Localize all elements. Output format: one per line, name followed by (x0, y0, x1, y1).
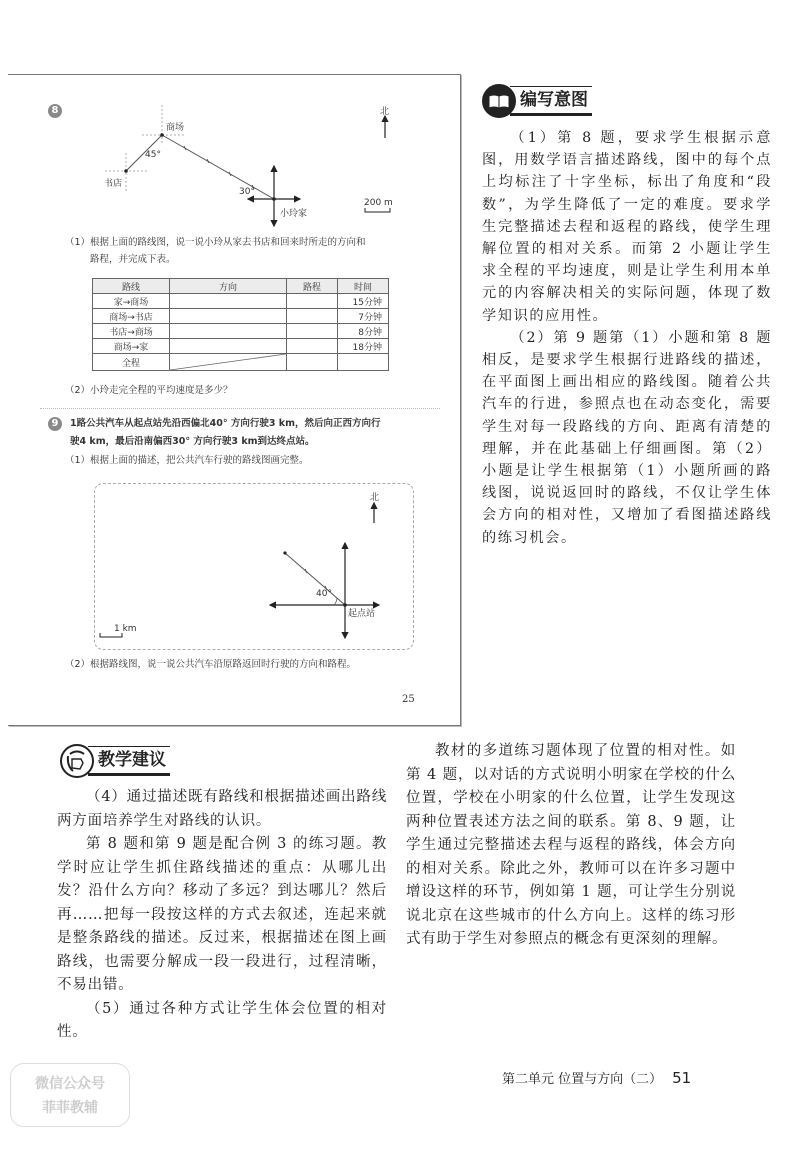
page-footer (502, 1068, 691, 1087)
direction-cell[interactable] (170, 294, 287, 309)
footer-page-number: 51 (672, 1069, 692, 1087)
q9-text-line2: 驶4 km，最后沿南偏西30° 方向行驶3 km到达终点站。 (70, 436, 315, 447)
q9-scale-label: 1 km (114, 624, 137, 634)
table-row (93, 294, 389, 309)
q8-point-bookstore: 书店 (104, 179, 123, 189)
distance-cell[interactable] (287, 339, 338, 354)
header-route: 路线 (93, 279, 170, 294)
q9-start-station: 起点站 (348, 609, 376, 619)
q9-sub1: （1）根据上面的描述，把公共汽车行驶的路线图画完整。 (65, 455, 309, 466)
footer-unit-title: 第二单元 位置与方向（二） (502, 1072, 663, 1087)
intent-heading (482, 84, 592, 118)
header-direction: 方向 (170, 279, 287, 294)
time-cell: 18分钟 (338, 339, 389, 354)
q8-sub1-line1: （1）根据上面的路线图，说一说小玲从家去书店和回来时所走的方向和 (65, 237, 366, 248)
direction-cell-crossed (170, 354, 287, 371)
table-row (93, 339, 389, 354)
time-cell: 7分钟 (338, 309, 389, 324)
teaching-paragraph-5: （5）通过各种方式让学生体会位置的相对性。 (57, 1000, 387, 1040)
question-9-number: 9 (48, 417, 62, 431)
q8-angle-30: 30° (239, 187, 255, 197)
teaching-right-paragraph: 教材的多道练习题体现了位置的相对性。如第 4 题，以对话的方式说明小明家在学校的什么位置，学校在小明家的什么位置，让学生发现这两种位置表述方法之间的联系。第 8、9 题，让学生通过完整描述去程与返程的路线，体会方向的相对关系。除此之外，教师可以在许多习题中增设这样的环节，例如第 1 题，可让学生分别说说北京在这些城市的什么方向上。这样的练习形式有助于学生对参照点的概念有更深刻的理解。 (406, 743, 736, 947)
q8-north-label: 北 (380, 107, 390, 117)
table-row (93, 309, 389, 324)
teaching-left-body (57, 786, 387, 1045)
q9-angle-40: 40° (316, 589, 332, 599)
intent-paragraph-2: （2）第 9 题第（1）小题和第 8 题相反，是要求学生根据行进路线的描述，在平面图上画出相应的路线图。随着公共汽车的行进，参照点也在动态变化，需要学生对每一段路线的方向、距离有清楚的理解，并在此基础上仔细画图。第（2）小题是让学生根据第（1）小题所画的路线图，说说返回时的路线，不仅让学生体会方向的相对性，又增加了看图描述路线的练习机会。 (482, 329, 772, 546)
q9-text-line1: 1路公共汽车从起点站先沿西偏北40° 方向行驶3 km，然后向正西方向行 (70, 418, 381, 429)
teaching-right-body (406, 740, 736, 952)
distance-cell[interactable] (287, 309, 338, 324)
hand-pointer-icon (60, 744, 94, 778)
distance-cell[interactable] (287, 354, 338, 371)
route-cell: 商场→家 (93, 339, 170, 354)
teaching-paragraph-detail: 第 8 题和第 9 题是配合例 3 的练习题。教学时应让学生抓住路线描述的重点：从哪儿出发？沿什么方向？移动了多远？到达哪儿？然后再……把每一段按这样的方式去叙述，连起来就是整条路线的描述。反过来，根据描述在图上画路线，也需要分解成一段一段进行，过程清晰，不易出错。 (57, 836, 387, 993)
q8-point-home: 小玲家 (280, 209, 308, 219)
q8-angle-45: 45° (145, 150, 161, 160)
teaching-heading (60, 744, 170, 778)
time-cell[interactable] (338, 354, 389, 371)
question-8-number: 8 (48, 104, 62, 118)
q8-sub2: （2）小玲走完全程的平均速度是多少？ (65, 385, 233, 396)
route-cell: 家→商场 (93, 294, 170, 309)
q8-route-table (92, 278, 389, 371)
watermark-line2: 菲菲教辅 (42, 1100, 98, 1116)
book-icon (482, 84, 516, 118)
q9-route-map (94, 483, 412, 648)
q8-point-mall: 商场 (166, 123, 185, 133)
distance-cell[interactable] (287, 294, 338, 309)
table-row (93, 324, 389, 339)
time-cell: 15分钟 (338, 294, 389, 309)
teaching-title: 教学建议 (88, 746, 170, 776)
route-cell: 全程 (93, 354, 170, 371)
intent-title: 编写意图 (510, 86, 592, 116)
route-cell: 书店→商场 (93, 324, 170, 339)
q9-sub2: （2）根据路线图，说一说公共汽车沿原路返回时行驶的方向和路程。 (65, 659, 357, 670)
direction-cell[interactable] (170, 309, 287, 324)
intent-body (482, 127, 772, 549)
route-cell: 商场→书店 (93, 309, 170, 324)
distance-cell[interactable] (287, 324, 338, 339)
intent-paragraph-1: （1）第 8 题，要求学生根据示意图，用数学语言描述路线，图中的每个点上均标注了十字坐标，标出了角度和“段数”，为学生降低了一定的难度。要求学生完整描述去程和返程的路线，使学生理解位置的相对关系。而第 2 小题让学生求全程的平均速度，则是让学生利用本单元的内容解决相关的实际问题，体现了数学知识的应用性。 (482, 130, 772, 324)
header-time: 时间 (338, 279, 389, 294)
textbook-page-number: 25 (402, 694, 415, 705)
table-header-row (93, 279, 389, 294)
table-row-total (93, 354, 389, 371)
watermark (10, 1063, 130, 1127)
q9-north-label: 北 (370, 493, 380, 503)
time-cell: 8分钟 (338, 324, 389, 339)
watermark-line1: 微信公众号 (35, 1076, 105, 1092)
q8-sub1-line2: 路程，并完成下表。 (90, 254, 176, 265)
q8-scale-label: 200 m (364, 198, 393, 208)
question-divider (40, 408, 440, 409)
teaching-paragraph-4: （4）通过描述既有路线和根据描述画出路线两方面培养学生对路线的认识。 (57, 789, 387, 829)
direction-cell[interactable] (170, 324, 287, 339)
header-distance: 路程 (287, 279, 338, 294)
direction-cell[interactable] (170, 339, 287, 354)
